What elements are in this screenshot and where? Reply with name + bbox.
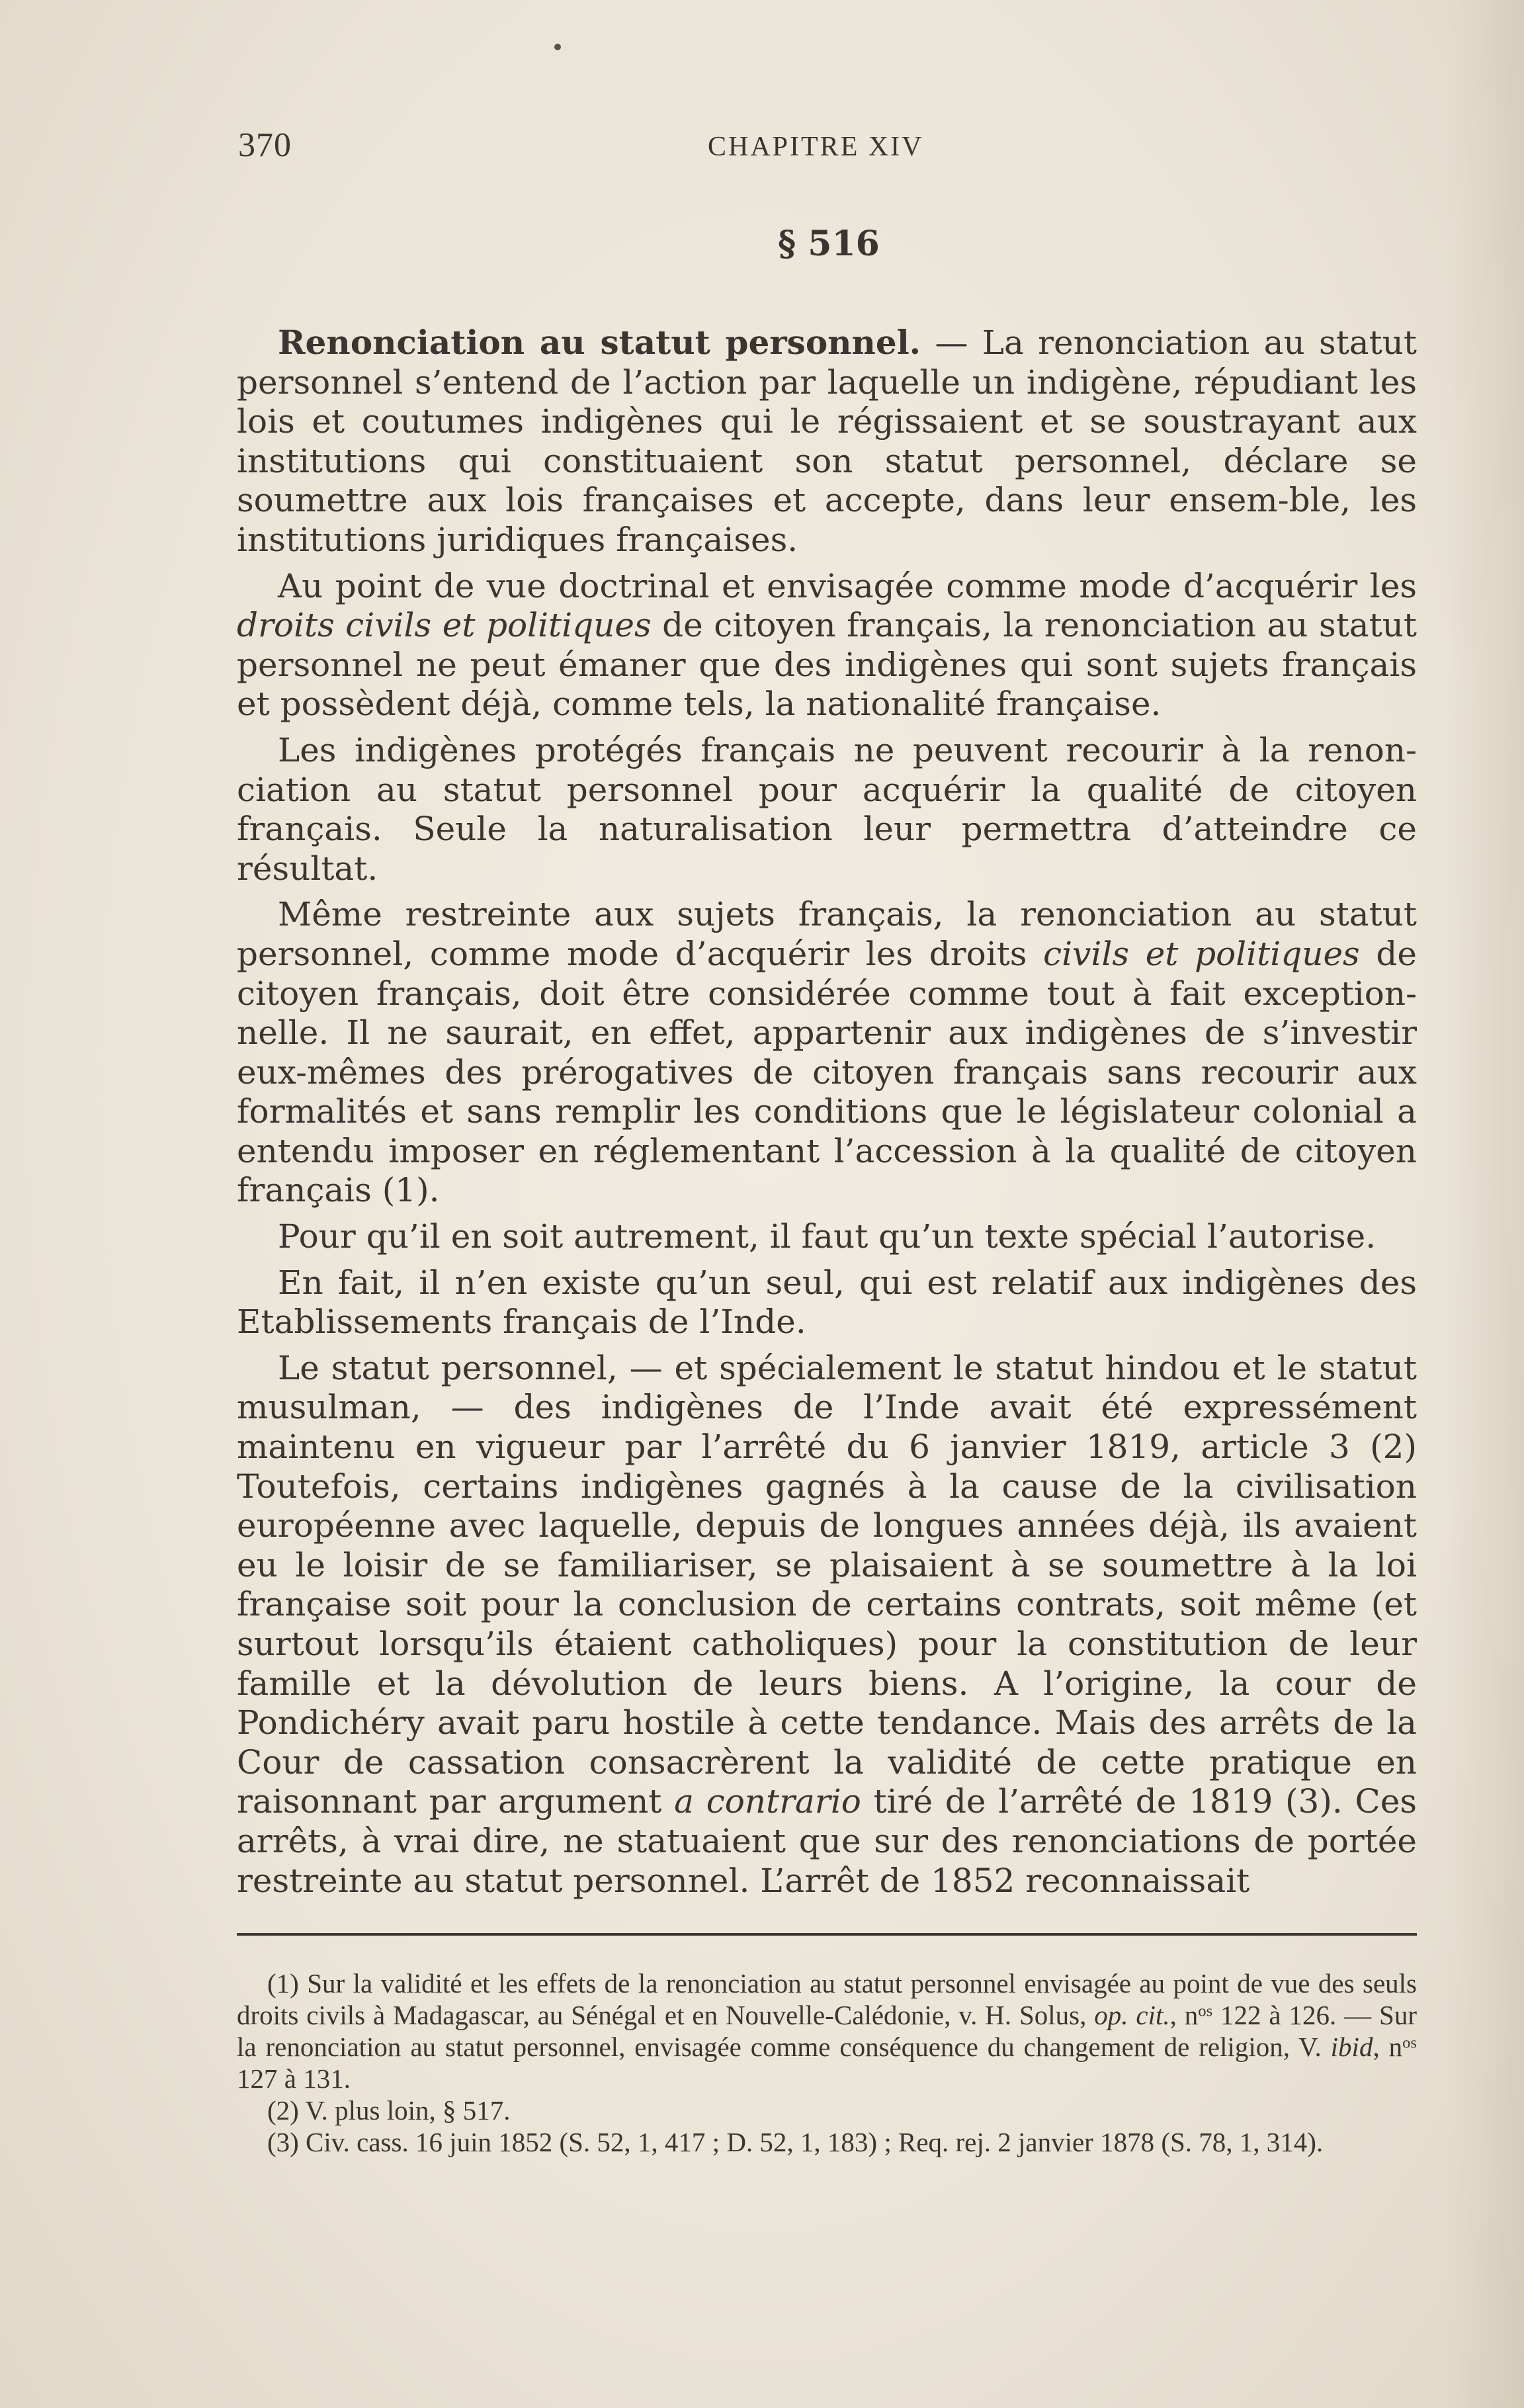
running-head [238,126,1416,172]
paragraph-7 [237,1349,1417,1901]
paragraph-3: Les indigènes protégés français ne peuvent recourir à la renon-ciation au statut personnel pour acquérir la qualité de citoyen français. Seule la naturalisation leur permettra d’atteindre ce résultat. [237,730,1417,888]
paragraph-2-part-b: de citoyen français, la renonciation au statut personnel ne peut émaner que des indigènes qui sont sujets français et possèdent déjà, comme tels, la nationalité française. [237,606,1417,724]
paragraph-1 [237,323,1417,560]
footnote-1-part-d: , n [1373,2032,1403,2062]
footnote-1-superscript-1: os [1198,2002,1213,2020]
paragraph-7-part-a: Le statut personnel, — et spécialement le statut hindou et le statut musulman, — des indigènes de l’Inde avait été expressément maintenu en vigueur par l’arrêté du 6 janvier 1819, article 3 (2) Toutefois, certains indigènes gagnés à la cause de la civilisation européenne avec laquelle, depuis de longues années déjà, ils avaient eu le loisir de se familiariser, se plaisaient à se soumettre à la loi française soit pour la conclusion de certains contrats, soit même (et surtout lorsqu’ils étaient catholiques) pour la constitution de leur famille et la dévolution de leurs biens. A l’origine, la cour de Pondichéry avait paru hostile à cette tendance. Mais des arrêts de la Cour de cassation consacrèrent la validité de cette pratique en raisonnant par argument [237,1348,1417,1821]
footnote-1-part-c: 122 à 126. — Sur la renonciation au statut personnel, envisagée comme conséquence du changement de religion, V. [237,2000,1418,2062]
paragraph-4-part-a: Même restreinte aux sujets français, la renonciation au statut personnel, comme mode d’acquérir les droits [237,895,1417,973]
paragraph-2-emphasis: droits civils et politiques [237,606,652,645]
footnotes [237,1967,1417,2158]
paragraph-2 [237,567,1417,724]
paragraph-2-part-a: Au point de vue doctrinal et envisagée comme mode d’acquérir les [278,566,1417,605]
footnote-rule [237,1933,1417,1936]
chapter-title: CHAPITRE XIV [708,132,924,162]
footnote-3: (3) Civ. cass. 16 juin 1852 (S. 52, 1, 417 ; D. 52, 1, 183) ; Req. rej. 2 janvier 1878 (S. 78, 1, 314). [267,2127,1324,2157]
paragraph-1-text: — La renonciation au statut personnel s’entend de l’action par laquelle un indigène, répudiant les lois et coutumes indigènes qui le régissaient et se soustrayant aux institutions qui constituaient son statut personnel, déclare se soumettre aux lois françaises et accepte, dans leur ensem-ble, les institutions juridiques françaises. [237,323,1417,559]
paragraph-heading: Renonciation au statut personnel. [278,323,921,362]
footnote-1-part-b: , n [1169,2000,1199,2030]
footnote-1-superscript-2: os [1402,2034,1417,2052]
footnote-2: (2) V. plus loin, § 517. [267,2095,511,2126]
footnote-1-part-a: (1) Sur la validité et les effets de la renonciation au statut personnel envisagée au point de vue des seuls droits civils à Madagascar, au Sénégal et en Nouvelle-Calédonie, v. H. Solus, [237,1968,1417,2030]
section-number: § 516 [778,224,880,264]
body-text [237,323,1417,1901]
page-number: 370 [238,126,292,164]
footnote-1-emphasis-1: op. cit. [1094,2000,1170,2030]
paragraph-7-part-b: tiré de l’arrêté de 1819 (3). Ces arrêts, à vrai dire, ne statuaient que sur des renonciations de portée restreinte au statut personnel. L’arrêt de 1852 reconnaissait [237,1782,1418,1900]
paragraph-4-part-b: de citoyen français, doit être considérée comme tout à fait exception-nelle. Il ne saurait, en effet, appartenir aux indigènes de s’investir eux-mêmes des prérogatives de citoyen français sans recourir aux formalités et sans remplir les conditions que le législateur colonial a entendu imposer en réglementant l’accession à la qualité de citoyen français (1). [237,934,1417,1210]
paragraph-7-emphasis: a contrario [674,1782,861,1821]
paragraph-6: En fait, il n’en existe qu’un seul, qui est relatif aux indigènes des Etablissements français de l’Inde. [237,1263,1417,1342]
paragraph-4 [237,895,1417,1211]
paragraph-5: Pour qu’il en soit autrement, il faut qu’un texte spécial l’autorise. [278,1217,1376,1256]
footnote-1-emphasis-2: ibid [1330,2032,1373,2062]
ink-speck [554,44,561,50]
footnote-1-part-e: 127 à 131. [237,2063,351,2094]
footnote-1 [237,1967,1417,2094]
paragraph-4-emphasis: civils et politiques [1043,934,1360,973]
